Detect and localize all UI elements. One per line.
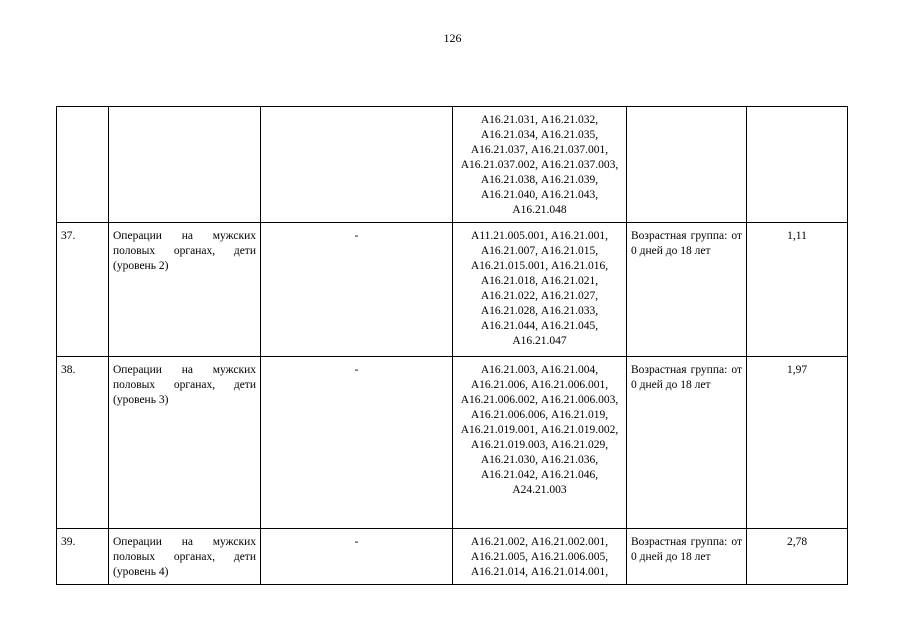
table-row	[57, 107, 848, 223]
row-number: 37.	[57, 223, 109, 357]
row-criteria: Возрастная группа: от 0 дней до 18 лет	[627, 529, 747, 585]
row-coefficient: 2,78	[747, 529, 848, 585]
row-codes: А16.21.002, А16.21.002.001, А16.21.005, А16.21.006.005, А16.21.014, А16.21.014.001,	[453, 529, 627, 585]
row-coefficient: 1,97	[747, 357, 848, 529]
row-name	[109, 107, 261, 223]
row-codes: А11.21.005.001, А16.21.001, А16.21.007, А16.21.015, А16.21.015.001, А16.21.016, А16.21.018, А16.21.021, А16.21.022, А16.21.027, А16.21.028, А16.21.033, А16.21.044, А16.21.045, А16.21.047	[453, 223, 627, 357]
row-criteria	[627, 107, 747, 223]
row-dash	[261, 107, 453, 223]
tariff-table	[56, 106, 848, 585]
row-coefficient: 1,11	[747, 223, 848, 357]
row-number: 38.	[57, 357, 109, 529]
row-dash: -	[261, 357, 453, 529]
table-row	[57, 357, 848, 529]
table-row	[57, 223, 848, 357]
row-dash: -	[261, 529, 453, 585]
row-criteria: Возрастная группа: от 0 дней до 18 лет	[627, 357, 747, 529]
row-coefficient	[747, 107, 848, 223]
row-codes: А16.21.031, А16.21.032, А16.21.034, А16.21.035, А16.21.037, А16.21.037.001, А16.21.037.002, А16.21.037.003, А16.21.038, А16.21.039, А16.21.040, А16.21.043, А16.21.048	[453, 107, 627, 223]
row-name: Операции на мужских половых органах, дети (уровень 2)	[109, 223, 261, 357]
row-name: Операции на мужских половых органах, дети (уровень 4)	[109, 529, 261, 585]
row-codes: А16.21.003, А16.21.004, А16.21.006, А16.21.006.001, А16.21.006.002, А16.21.006.003, А16.21.006.006, А16.21.019, А16.21.019.001, А16.21.019.002, А16.21.019.003, А16.21.029, А16.21.030, А16.21.036, А16.21.042, А16.21.046, А24.21.003	[453, 357, 627, 529]
row-number: 39.	[57, 529, 109, 585]
row-dash: -	[261, 223, 453, 357]
row-criteria: Возрастная группа: от 0 дней до 18 лет	[627, 223, 747, 357]
table-row	[57, 529, 848, 585]
page-number: 126	[443, 31, 462, 45]
row-name: Операции на мужских половых органах, дети (уровень 3)	[109, 357, 261, 529]
row-number	[57, 107, 109, 223]
